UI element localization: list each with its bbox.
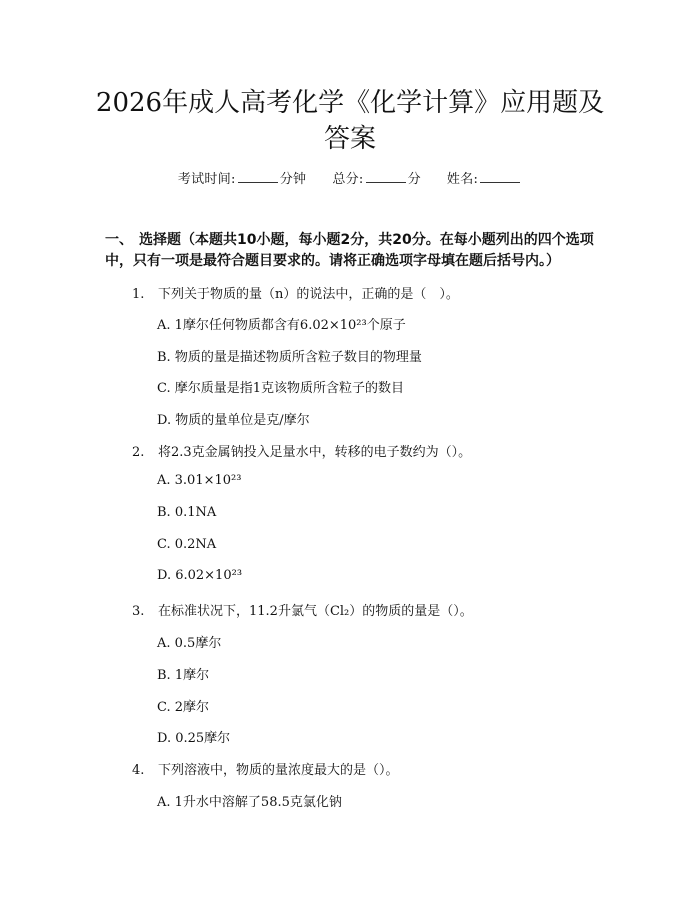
question-text: 在标准状况下，11.2升氯气（Cl₂）的物质的量是（）。 <box>158 604 473 619</box>
question-2-option-d: D. 6.02×10²³ <box>157 568 243 583</box>
question-1-option-d: D. 物质的量单位是克/摩尔 <box>157 413 310 428</box>
question-1 <box>132 283 459 302</box>
question-3-option-c: C. 2摩尔 <box>157 700 210 715</box>
question-number: 1. <box>132 287 145 302</box>
question-1-option-b: B. 物质的量是描述物质所含粒子数目的物理量 <box>157 350 422 365</box>
score-blank <box>366 170 406 183</box>
question-number: 3. <box>132 604 145 619</box>
question-1-option-c: C. 摩尔质量是指1克该物质所含粒子的数目 <box>157 381 405 396</box>
time-blank <box>238 170 278 183</box>
question-text: 下列关于物质的量（n）的说法中，正确的是（ ）。 <box>158 287 459 302</box>
question-4-option-a: A. 1升水中溶解了58.5克氯化钠 <box>157 795 342 810</box>
question-number: 4. <box>132 763 145 778</box>
section-number: 一、 <box>105 232 133 248</box>
document-title-line2: 答案 <box>323 124 376 154</box>
name-label: 姓名: <box>446 172 479 187</box>
question-text: 将2.3克金属钠投入足量水中，转移的电子数约为（）。 <box>158 445 472 460</box>
section-heading-line2: 中，只有一项是最符合题目要求的。请将正确选项字母填在题后括号内。） <box>105 253 560 269</box>
section-text-line1: 选择题（本题共10小题，每小题2分，共20分。在每小题列出的四个选项 <box>139 232 594 248</box>
question-1-option-a: A. 1摩尔任何物质都含有6.02×10²³个原子 <box>157 318 406 333</box>
score-label: 总分: <box>332 172 364 187</box>
document-title-line1: 2026年成人高考化学《化学计算》应用题及 <box>95 88 605 118</box>
question-number: 2. <box>132 445 145 460</box>
time-unit: 分钟 <box>279 172 307 187</box>
question-2-option-b: B. 0.1NA <box>157 505 217 520</box>
question-3-option-d: D. 0.25摩尔 <box>157 731 231 746</box>
question-3-option-b: B. 1摩尔 <box>157 668 210 683</box>
question-3 <box>132 600 473 619</box>
exam-meta-line <box>0 168 700 187</box>
time-label: 考试时间: <box>177 172 236 187</box>
section-heading-line1 <box>105 230 625 251</box>
question-3-option-a: A. 0.5摩尔 <box>157 636 222 651</box>
question-2-option-a: A. 3.01×10²³ <box>157 473 242 488</box>
question-2-option-c: C. 0.2NA <box>157 537 217 552</box>
question-2 <box>132 441 471 460</box>
question-4 <box>132 759 399 778</box>
question-text: 下列溶液中，物质的量浓度最大的是（）。 <box>158 763 399 778</box>
name-blank <box>480 170 520 183</box>
score-unit: 分 <box>407 172 421 187</box>
